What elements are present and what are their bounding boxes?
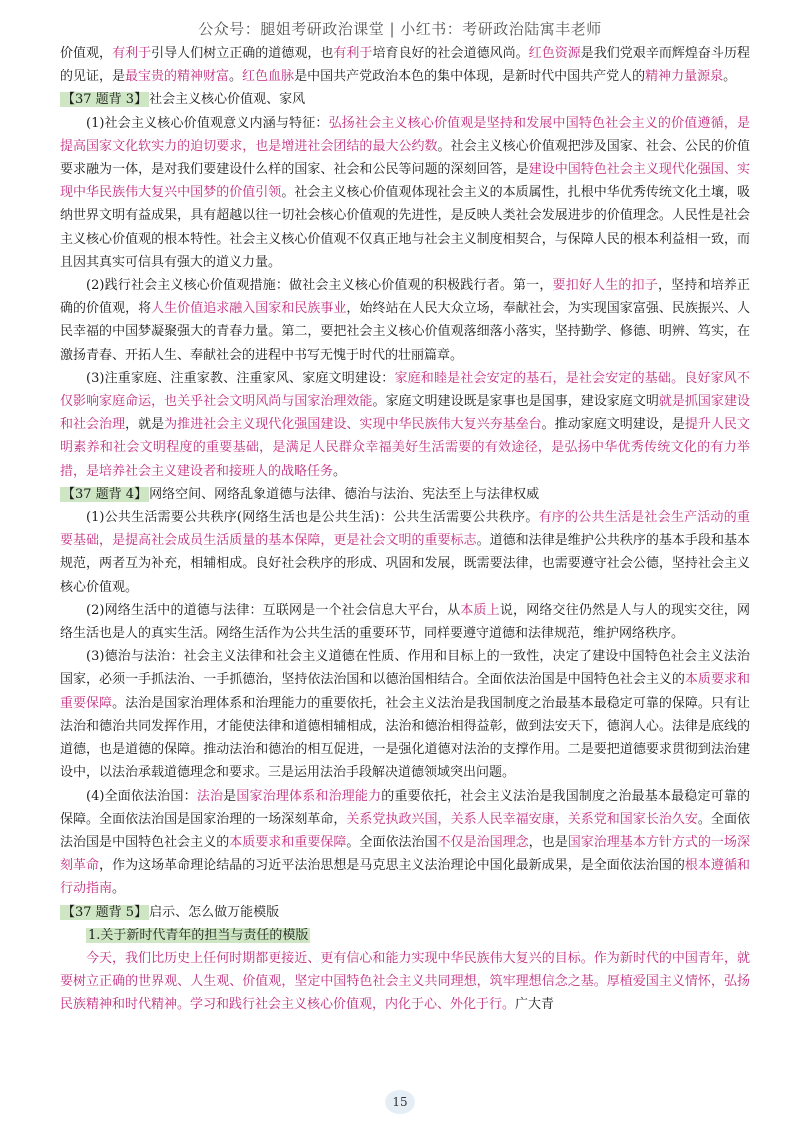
highlight-text: 有利于: [112, 46, 152, 61]
text: (4)全面依法治国：: [86, 788, 197, 804]
page-header: 公众号：腿姐考研政治课堂 | 小红书：考研政治陆寓丰老师: [198, 20, 602, 38]
text: 是: [223, 788, 237, 804]
text: 培育良好的社会道德风尚。: [372, 46, 529, 61]
text: 说，网络交往仍然是人与人的现实交往，网络生活也是人的真实生活。网络生活作为公共生活的重要环节，同样要遵守道德和法律规范，维护网络秩序。: [60, 602, 750, 642]
paragraph-4-3: [60, 645, 750, 784]
text: 。社会主义核心价值观体现社会主义的本质属性，扎根中华优秀传统文化土壤，吸纳世界文明有益成果，具有超越以往一切社会核心价值观的先进性，是反映人类社会发展进步的价值理念。人民性是社会主义核心价值观的根本特性。社会主义核心价值观不仅真正地与社会主义制度相契合，与保障人民的根本利益相一致，而且因其真实可信具有强大的道义力量。: [60, 185, 750, 270]
template-title: 1.关于新时代青年的担当与责任的模版: [88, 927, 309, 943]
highlight-text: 家庭和睦是社会安定的基石，是社会安定的基础。良好家风不仅影响家庭命运，也关乎社会文明风尚与国家治理效能: [60, 370, 750, 410]
paragraph-4-4: [60, 785, 750, 901]
highlight-text: 本质要求和重要保障: [60, 672, 750, 711]
template-heading: [60, 924, 750, 947]
highlight-text: 不仅是治国理念: [437, 834, 529, 850]
text: ，坚持和培养正确的价值观，将: [60, 278, 750, 317]
highlight-text: 为推进社会主义现代化强国建设、实现中华民族伟大复兴夯基垒台: [164, 417, 542, 433]
highlight-text: 建设中国特色社会主义现代化强国、实现中华民族伟大复兴中国梦的价值引领: [60, 162, 750, 201]
highlight-text: 弘扬社会主义核心价值观是坚持和发展中国特色社会主义的价值遵循，是提高国家文化软实力的迫切要求，也是增进社会团结的最大公约数: [60, 115, 750, 154]
paragraph-4-2: [60, 599, 750, 645]
section-title: 社会主义核心价值观、家风: [149, 92, 306, 108]
text: 广大青: [515, 997, 555, 1013]
highlight-text: 提升人民文明素养和社会文明程度的重要基础，是满足人民群众幸福美好生活需要的有效途径，是弘扬中华优秀传统文化的有力举措，是培养社会主义建设者和接班人的战略任务: [60, 417, 750, 479]
text: (2)践行社会主义核心价值观措施：做社会主义核心价值观的积极践行者。第一，: [86, 278, 553, 294]
text: 是我们党艰辛而辉煌奋斗历程的见证，是: [60, 46, 750, 85]
text: 。全面依法治国是中国特色社会主义的: [60, 811, 750, 850]
highlight-text: 精神力量源泉: [645, 69, 724, 85]
text: 。: [333, 463, 347, 479]
text: (1)社会主义核心价值观意义内涵与特征：: [86, 115, 329, 131]
text: ，就是: [125, 417, 165, 433]
section-tag: 【37 题背 4】: [62, 486, 148, 502]
text: 引导人们树立正确的道德观，也: [151, 46, 334, 61]
section-heading-3: [60, 88, 750, 111]
text: 。全面依法治国: [346, 834, 438, 850]
text: (3)德治与法治：社会主义法律和社会主义道德在性质、作用和目标上的一致性，决定了建设中国特色社会主义法治国家，必须一手抓法治、一手抓德治，坚持依法治国和以德治国相结合。全面依法治国是中国特色社会主义的: [60, 649, 750, 688]
document-body: [60, 42, 750, 1017]
highlight-text: 今天，我们比历史上任何时期都更接近、更有信心和能力实现中华民族伟大复兴的目标。作为新时代的中国青年，就要树立正确的世界观、人生观、价值观，坚定中国特色社会主义共同理想，筑牢理想信念之基。厚植爱国主义情怀，弘扬民族精神和时代精神。学习和践行社会主义核心价值观，内化于心、外化于行。: [60, 950, 750, 1013]
paragraph-3-2: [60, 274, 750, 367]
text: ，始终站在人民大众立场，奉献社会，为实现国家富强、民族振兴、人民幸福的中国梦凝聚强大的青春力量。第二，要把社会主义核心价值观落细落小落实，坚持勤学、修德、明辨、笃实，在激扬青春、开拓人生、奉献社会的进程中书写无愧于时代的壮丽篇章。: [60, 301, 750, 363]
highlight-text: 人生价值追求融入国家和民族事业: [151, 301, 347, 317]
text: 。: [229, 69, 243, 85]
paragraph-5-1: [60, 947, 750, 1017]
text: (1)公共生活需要公共秩序(网络生活也是公共生活)：公共生活需要公共秩序。: [86, 510, 539, 526]
section-heading-5: [60, 901, 750, 924]
highlight-text: 本质上: [460, 602, 500, 618]
section-heading-4: [60, 483, 750, 506]
section-tag: 【37 题背 3】: [62, 92, 148, 108]
page-number: 15: [385, 1090, 415, 1114]
section-title: 网络空间、网络乱象道德与法律、德治与法治、宪法至上与法律权威: [149, 486, 540, 502]
text: ，也是: [528, 834, 568, 850]
text: 。: [112, 881, 126, 897]
highlight-text: 法治: [196, 788, 224, 804]
highlight-text: 就是抓国家建设和社会治理: [60, 394, 750, 433]
text: 。推动家庭文明建设，是: [541, 417, 685, 433]
text: (2)网络生活中的道德与法律：互联网是一个社会信息大平台，从: [86, 602, 461, 618]
section-title: 启示、怎么做万能模版: [149, 904, 280, 920]
highlight-text: 关系党执政兴国，关系人民幸福安康，关系党和国家长治久安: [346, 811, 698, 827]
highlight-text: 本质要求和重要保障: [229, 834, 347, 850]
text: 的重要依托，社会主义法治是我国制度之治最基本最稳定可靠的保障。全面依法治国是国家治理的一场深刻革命，: [60, 788, 750, 827]
paragraph-intro: [60, 42, 750, 88]
text: 。社会主义核心价值观把涉及国家、社会、公民的价值要求融为一体，是对我们要建设什么样的国家、社会和公民等问题的深刻回答，是: [60, 138, 750, 178]
highlight-text: 国家治理基本方针方式的一场深刻革命: [60, 834, 750, 874]
text: 。法治是国家治理体系和治理能力的重要依托，社会主义法治是我国制度之治最基本最稳定可靠的保障。只有让法治和德治共同发挥作用，才能使法律和道德相辅相成，法治和德治相得益彰，做到法安天下，德润人心。法律是底线的道德，也是道德的保障。推动法治和德治的相互促进，一是强化道德对法治的支撑作用。二是要把道德要求贯彻到法治建设中，以法治承载道德理念和要求。三是运用法治手段解决道德领域突出问题。: [60, 695, 750, 781]
paragraph-3-1: [60, 112, 750, 274]
highlight-text: 红色血脉: [242, 69, 295, 85]
highlight-text: 国家治理体系和治理能力: [236, 788, 382, 804]
highlight-text: 要扣好人生的扣子: [552, 278, 658, 294]
highlight-text: 最宝贵的精神财富: [125, 69, 230, 85]
text: ，作为这场革命理论结晶的习近平法治思想是马克思主义法治理论中国化最新成果，是全面依法治国的: [99, 858, 685, 874]
text: 。道德和法律是维护公共秩序的基本手段和基本规范，两者互为补充，相辅相成。良好社会秩序的形成、巩固和发展，既需要法律，也需要遵守社会公德，坚持社会主义核心价值观。: [60, 533, 750, 595]
paragraph-3-3: [60, 367, 750, 483]
paragraph-4-1: [60, 506, 750, 599]
text: 是中国共产党政治本色的集中体现，是新时代中国共产党人的: [294, 69, 646, 85]
text: (3)注重家庭、注重家教、注重家风、家庭文明建设：: [86, 370, 395, 386]
text: 价值观，: [60, 46, 113, 61]
highlight-text: 有序的公共生活是社会生产活动的重要基础，是提高社会成员生活质量的基本保障，更是社会文明的重要标志: [60, 510, 750, 549]
highlight-text: 有利于: [333, 46, 373, 61]
text: 。家庭文明建设既是家事也是国事，建设家庭文明: [372, 394, 659, 410]
highlight-text: 根本遵循和行动指南: [60, 858, 750, 897]
text: 。: [723, 69, 737, 85]
highlight-text: 红色资源: [528, 46, 581, 61]
section-tag: 【37 题背 5】: [62, 904, 148, 920]
